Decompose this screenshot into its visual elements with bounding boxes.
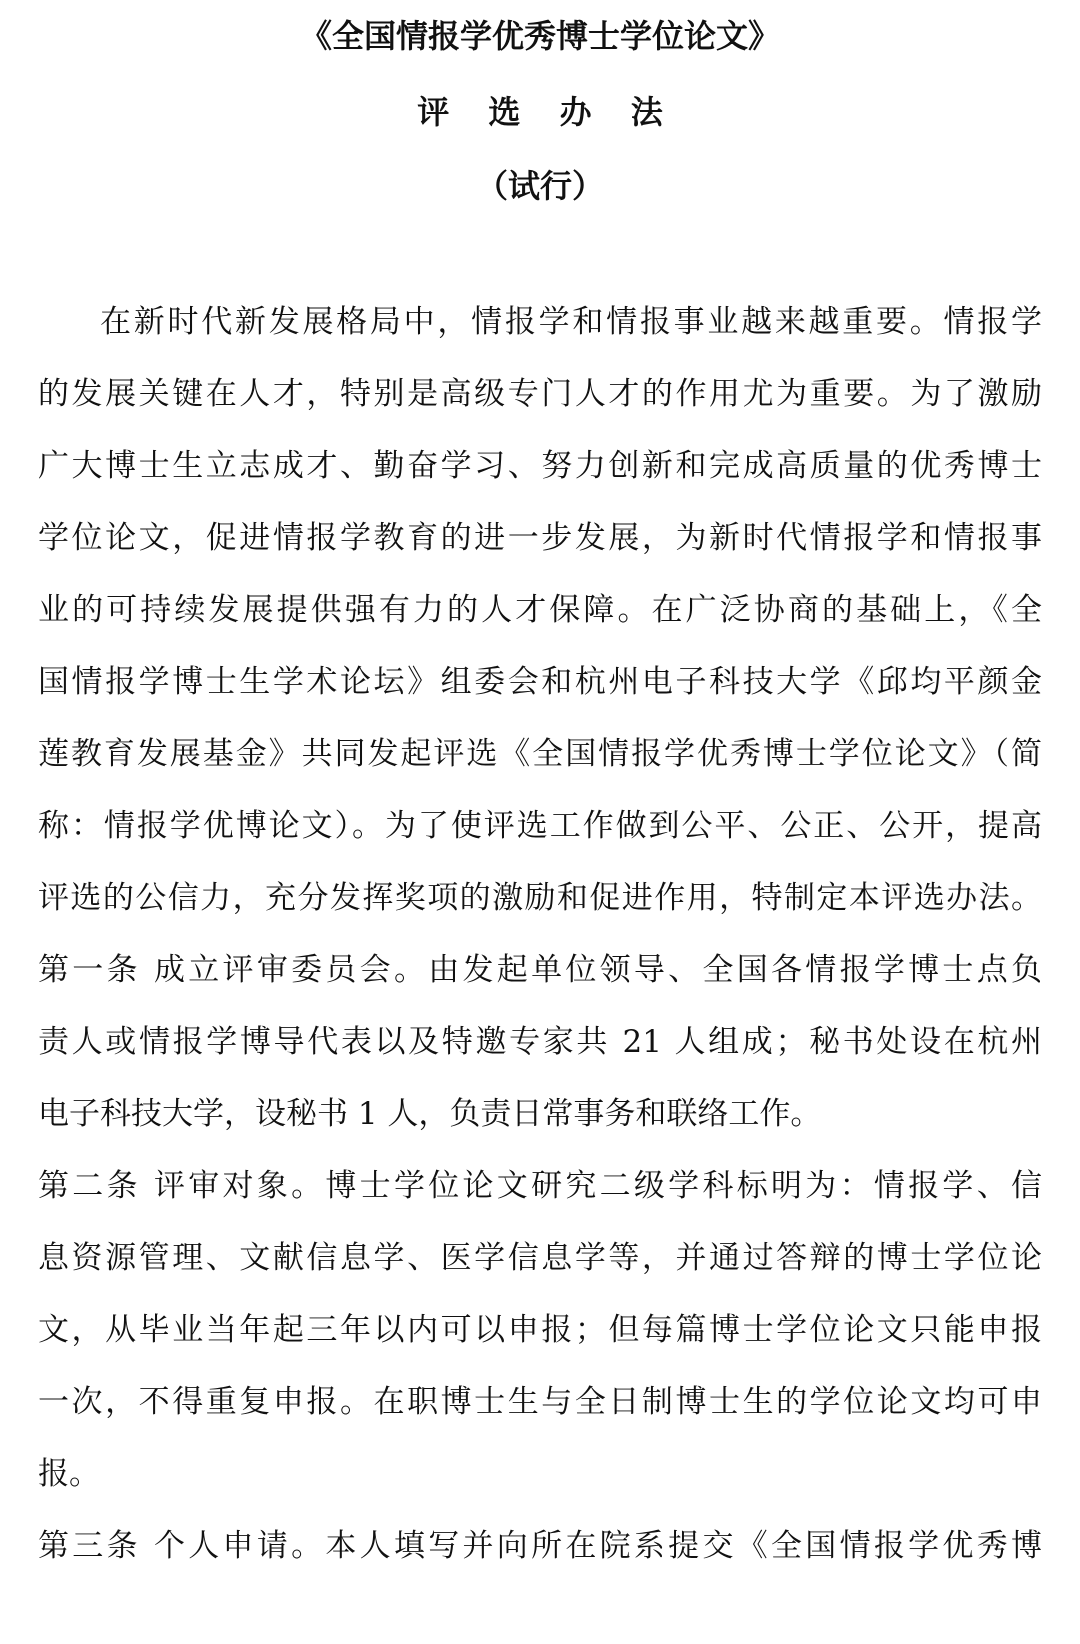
document-title: 《全国情报学优秀博士学位论文》 — [299, 17, 780, 55]
paragraph-line: 的发展关键在人才，特别是高级专门人才的作用尤为重要。为了激励 — [38, 376, 1042, 412]
article-line: 文，从毕业当年起三年以内可以申报；但每篇博士学位论文只能申报 — [38, 1312, 1042, 1348]
article-line: 第二条 评审对象。博士学位论文研究二级学科标明为：情报学、信 — [38, 1168, 1042, 1204]
article-line: 电子科技大学，设秘书 1 人，负责日常事务和联络工作。 — [38, 1096, 822, 1132]
article-line: 第一条 成立评审委员会。由发起单位领导、全国各情报学博士点负 — [38, 952, 1042, 988]
article-line: 一次，不得重复申报。在职博士生与全日制博士生的学位论文均可申 — [38, 1384, 1042, 1420]
article-line: 第三条 个人申请。本人填写并向所在院系提交《全国情报学优秀博 — [38, 1528, 1042, 1564]
paragraph-line: 莲教育发展基金》共同发起评选《全国情报学优秀博士学位论文》（简 — [38, 736, 1042, 772]
paragraph-line: 称：情报学优博论文）。为了使评选工作做到公平、公正、公开，提高 — [38, 808, 1042, 844]
article-line: 责人或情报学博导代表以及特邀专家共 21 人组成；秘书处设在杭州 — [38, 1024, 1042, 1060]
paragraph-line: 业的可持续发展提供强有力的人才保障。在广泛协商的基础上，《全 — [38, 592, 1042, 628]
paragraph-line: 在新时代新发展格局中，情报学和情报事业越来越重要。情报学 — [100, 304, 1042, 340]
paragraph-line: 广大博士生立志成才、勤奋学习、努力创新和完成高质量的优秀博士 — [38, 448, 1042, 484]
paragraph-line: 学位论文，促进情报学教育的进一步发展，为新时代情报学和情报事 — [38, 520, 1042, 556]
document-subtitle: 评 选 办 法 — [417, 93, 677, 131]
paragraph-line: 评选的公信力，充分发挥奖项的激励和促进作用，特制定本评选办法。 — [38, 880, 1042, 916]
article-line: 息资源管理、文献信息学、医学信息学等，并通过答辩的博士学位论 — [38, 1240, 1042, 1276]
document-note: （试行） — [475, 167, 604, 205]
paragraph-line: 国情报学博士生学术论坛》组委会和杭州电子科技大学《邱均平颜金 — [38, 664, 1042, 700]
article-line: 报。 — [38, 1456, 100, 1492]
